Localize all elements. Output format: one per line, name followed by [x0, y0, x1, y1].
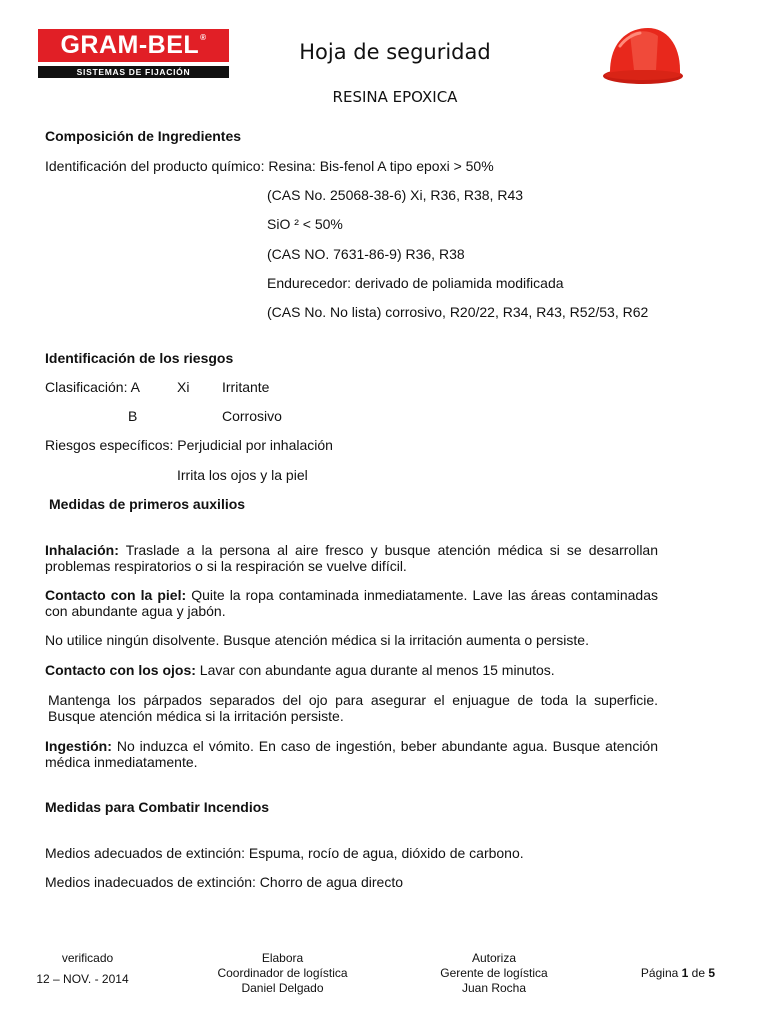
skin-contact-paragraph [45, 587, 658, 619]
classification-b-label: B [128, 408, 138, 424]
composition-line: SiO ² < 50% [267, 216, 343, 232]
skin-contact-note: No utilice ningún disolvente. Busque atención médica si la irritación aumenta o persiste. [45, 632, 589, 648]
autoriza-block [410, 951, 578, 996]
logo-tagline: SISTEMAS DE FIJACIÓN [38, 66, 229, 78]
composition-line: (CAS No. No lista) corrosivo, R20/22, R34, R43, R52/53, R62 [267, 304, 649, 320]
logo-brand: GRAM-BEL® [38, 29, 229, 62]
page-prefix: Página [640, 966, 679, 980]
autoriza-label: Autoriza [471, 951, 517, 965]
composition-line: (CAS No. 25068-38-6) Xi, R36, R38, R43 [267, 187, 524, 203]
document-subtitle: RESINA EPOXICA [332, 88, 458, 106]
adequate-extinction: Medios adecuados de extinción: Espuma, rocío de agua, dióxido de carbono. [45, 845, 524, 861]
fire-heading: Medidas para Combatir Incendios [45, 799, 270, 815]
composition-line: Endurecedor: derivado de poliamida modificada [267, 275, 564, 291]
elabora-label: Elabora [261, 951, 304, 965]
eye-contact-note: Mantenga los párpados separados del ojo para asegurar el enjuague de toda la superficie. Busque atención médica si la irritación persiste. [48, 692, 658, 724]
classification-b-desc: Corrosivo [222, 408, 282, 424]
first-aid-heading: Medidas de primeros auxilios [49, 496, 246, 512]
verified-label: verificado [61, 951, 114, 965]
page-current: 1 [681, 966, 689, 980]
inadequate-extinction: Medios inadecuados de extinción: Chorro de agua directo [45, 874, 404, 890]
autoriza-name: Juan Rocha [461, 981, 527, 995]
ingestion-paragraph [45, 738, 658, 770]
page-total: 5 [708, 966, 716, 980]
classification-label: Clasificación: A [45, 379, 140, 395]
eye-contact-label: Contacto con los ojos: [45, 662, 196, 678]
inhalation-label: Inhalación: [45, 542, 119, 558]
eye-contact-text: Lavar con abundante agua durante al menos 15 minutos. [199, 662, 555, 678]
composition-heading: Composición de Ingredientes [45, 128, 242, 144]
page-of: de [691, 966, 706, 980]
hard-hat-icon [600, 20, 686, 86]
skin-contact-text: Quite la ropa contaminada inmediatamente. Lave las áreas contaminadas con abundante agua y jabón. [45, 587, 659, 619]
registered-mark: ® [200, 33, 207, 42]
inhalation-text: Traslade a la persona al aire fresco y busque atención médica si se desarrollan problemas respiratorios o si la respiración se vuelve difícil. [45, 542, 658, 574]
specific-risks-line2: Irrita los ojos y la piel [177, 467, 308, 483]
eye-contact-paragraph [45, 662, 658, 678]
skin-contact-label: Contacto con la piel: [45, 587, 187, 603]
classification-a-code: Xi [177, 379, 190, 395]
page-number [628, 966, 728, 981]
elabora-name: Daniel Delgado [241, 981, 324, 995]
specific-risks: Riesgos específicos: Perjudicial por inhalación [45, 437, 333, 453]
grambel-logo [38, 29, 229, 79]
elabora-role: Coordinador de logística [217, 966, 348, 980]
risks-heading: Identificación de los riesgos [45, 350, 234, 366]
elabora-block [195, 951, 370, 996]
ingestion-label: Ingestión: [45, 738, 112, 754]
autoriza-role: Gerente de logística [440, 966, 548, 980]
document-title: Hoja de seguridad [299, 40, 491, 64]
composition-line: Identificación del producto químico: Resina: Bis-fenol A tipo epoxi > 50% [45, 158, 494, 174]
classification-a-desc: Irritante [222, 379, 270, 395]
verified-date: 12 – NOV. - 2014 [36, 972, 129, 986]
ingestion-text: No induzca el vómito. En caso de ingestión, beber abundante agua. Busque atención médica inmediatamente. [45, 738, 659, 770]
composition-line: (CAS NO. 7631-86-9) R36, R38 [267, 246, 465, 262]
inhalation-paragraph [45, 542, 658, 574]
